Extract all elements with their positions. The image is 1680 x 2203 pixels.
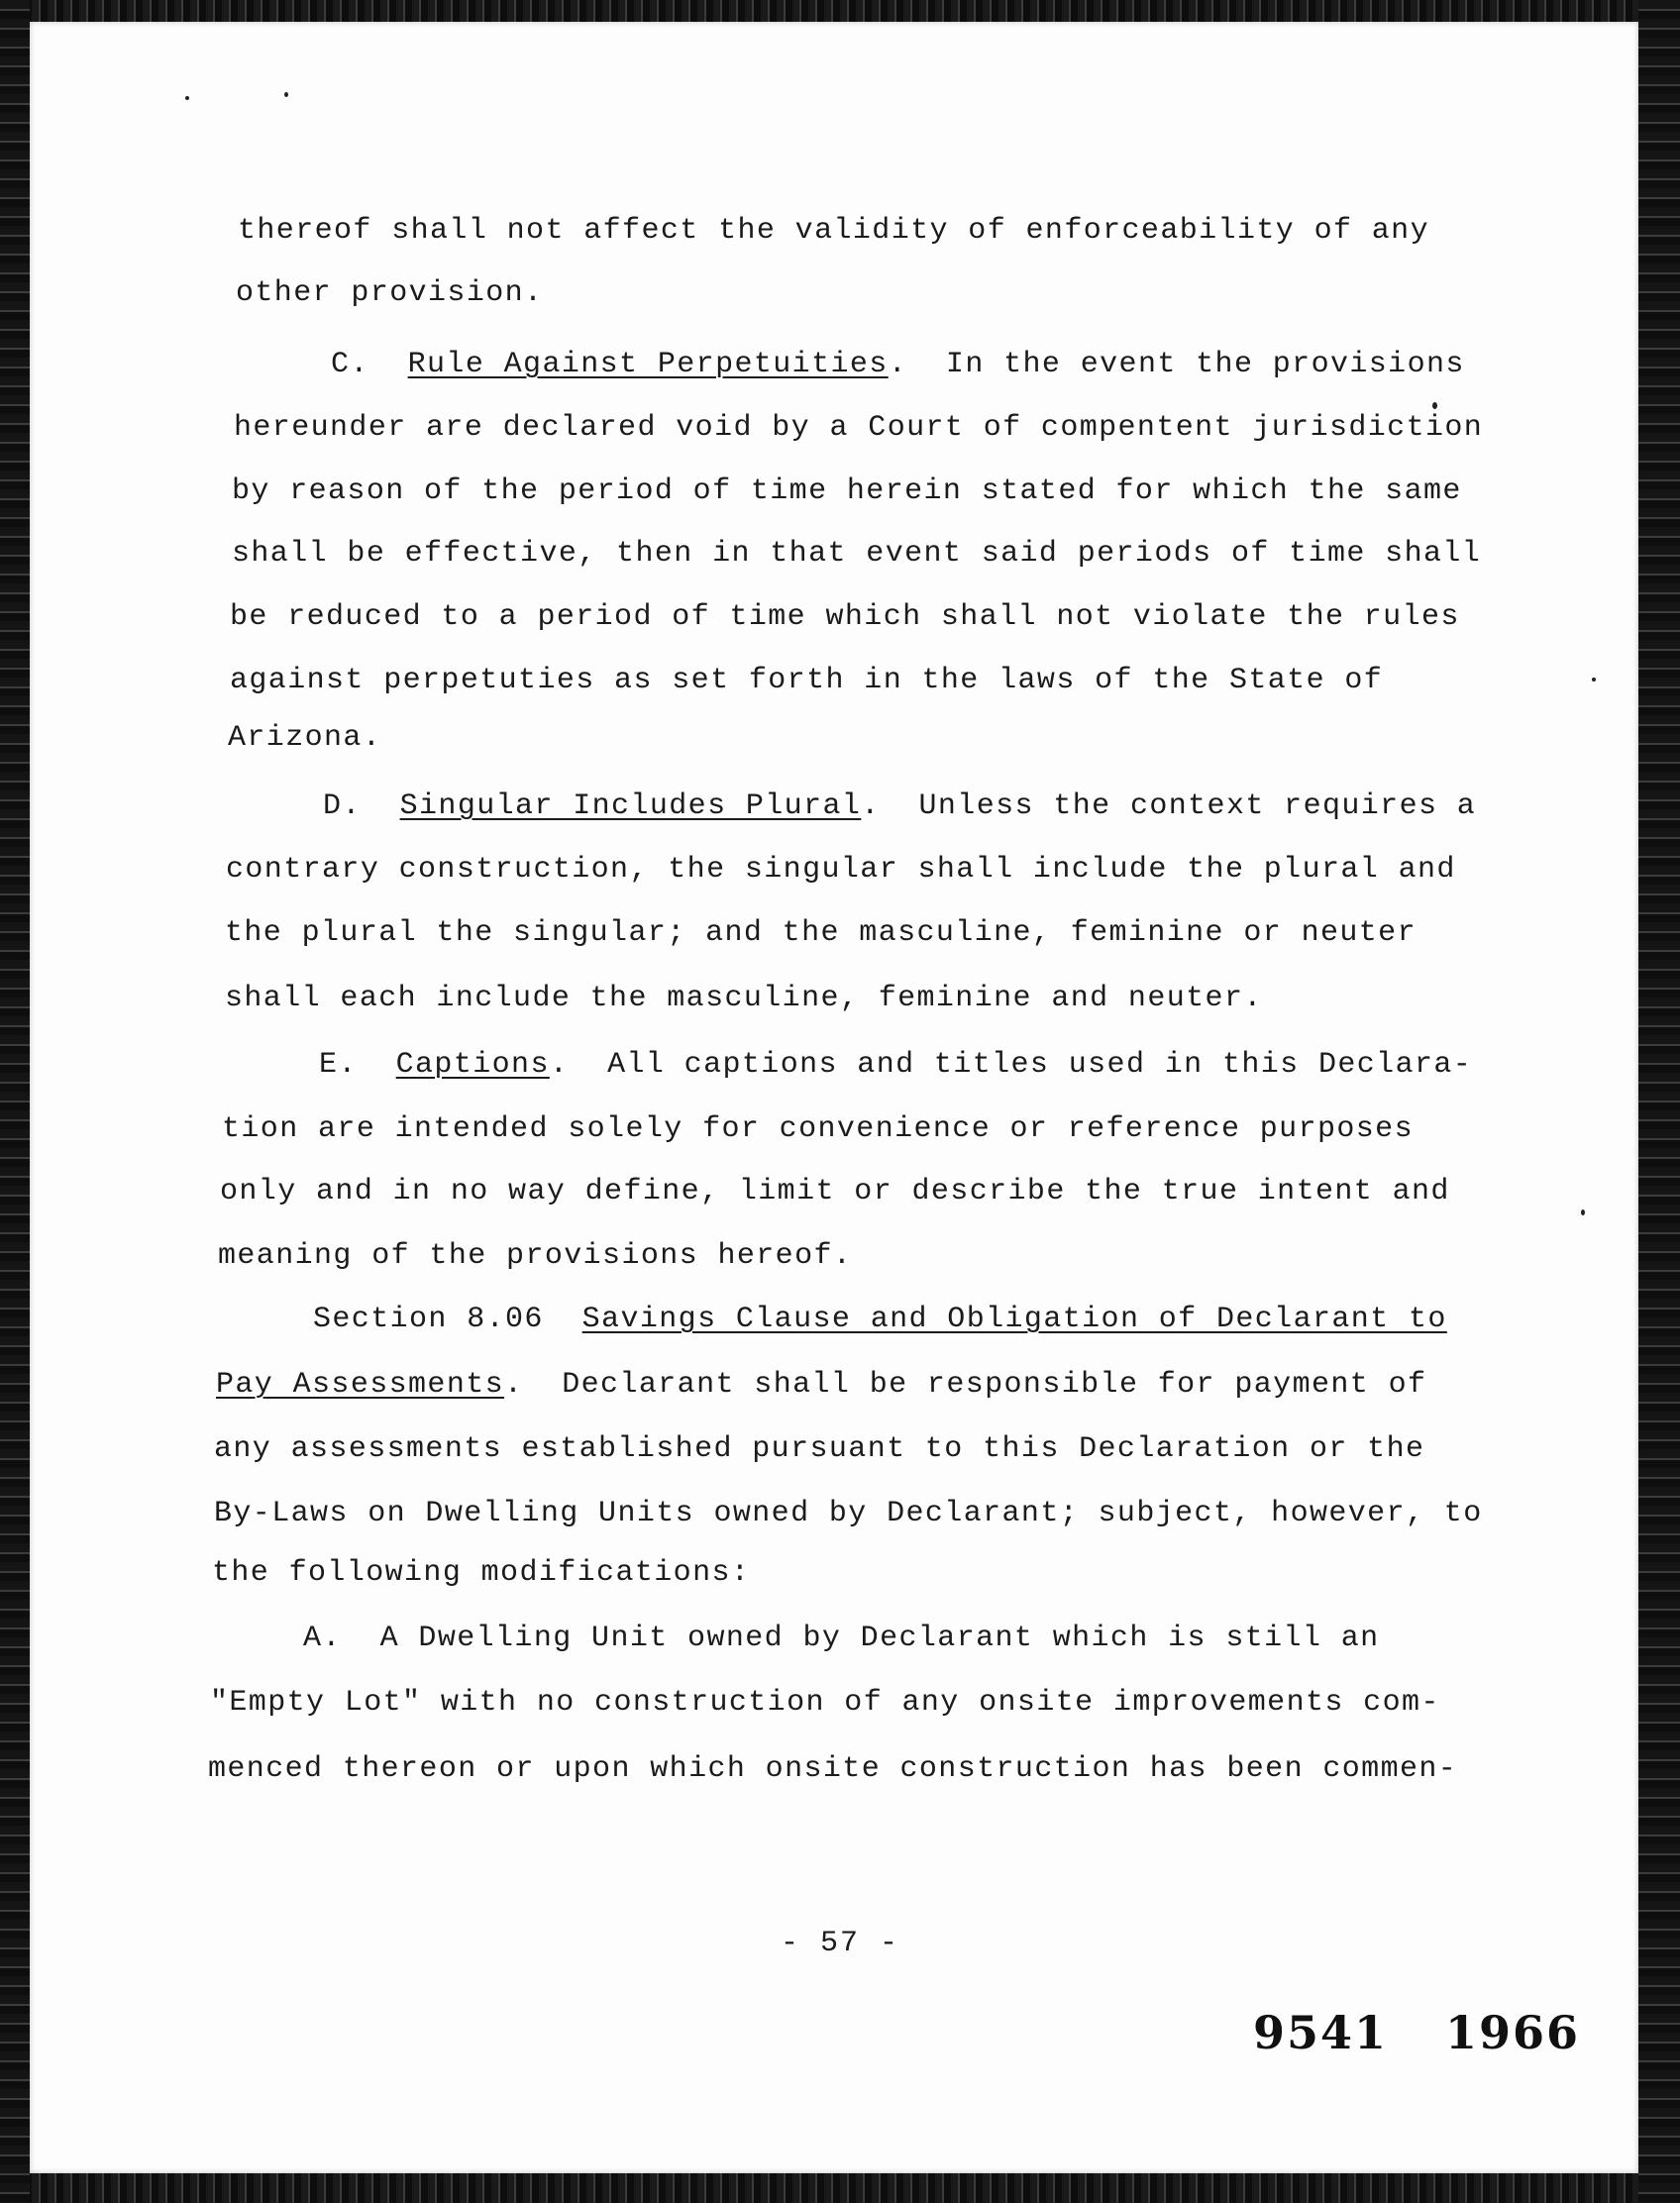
section-d-title: Singular Includes Plural bbox=[399, 789, 862, 823]
text-line: any assessments established pursuant to this Declaration or the bbox=[214, 1432, 1425, 1466]
section-d-heading-line bbox=[323, 788, 1476, 824]
text-line: Arizona. bbox=[228, 721, 382, 755]
text-line: hereunder are declared void by a Court of compentent jurisdiction bbox=[234, 411, 1484, 445]
section-c-text: . In the event the provisions bbox=[888, 348, 1465, 381]
section-c-title: Rule Against Perpetuities bbox=[407, 348, 889, 381]
doc-number-2: 1966 bbox=[1445, 2006, 1581, 2059]
text-line: contrary construction, the singular shall include the plural and bbox=[226, 853, 1456, 887]
scan-border-left bbox=[0, 0, 30, 2203]
section-e-label: E. bbox=[319, 1048, 358, 1082]
text-line: against perpetuties as set forth in the laws of the State of bbox=[230, 664, 1384, 697]
text-line: only and in no way define, limit or describe the true intent and bbox=[220, 1175, 1450, 1208]
section-d-text: . Unless the context requires a bbox=[861, 789, 1477, 823]
scan-border-bottom bbox=[0, 2173, 1680, 2203]
section-806-title-line bbox=[216, 1367, 1426, 1403]
section-806-text: . Declarant shall be responsible for payment of bbox=[504, 1368, 1427, 1402]
scan-speck bbox=[1581, 1209, 1585, 1215]
scan-border-top bbox=[0, 0, 1680, 22]
scan-speck bbox=[1432, 402, 1437, 409]
section-806-title-part1: Savings Clause and Obligation of Declarant to bbox=[581, 1303, 1447, 1336]
scan-speck bbox=[185, 96, 189, 100]
text-line: be reduced to a period of time which shall not violate the rules bbox=[230, 600, 1460, 634]
text-line: shall each include the masculine, feminine and neuter. bbox=[225, 982, 1263, 1015]
doc-number-1: 9541 bbox=[1253, 2006, 1389, 2059]
section-e-heading-line bbox=[319, 1047, 1472, 1083]
text-line: tion are intended solely for convenience or reference purposes bbox=[222, 1112, 1414, 1146]
document-numbers bbox=[1253, 2006, 1580, 2059]
section-806-label: Section 8.06 bbox=[313, 1303, 544, 1336]
section-806-heading-line bbox=[313, 1302, 1447, 1337]
section-c-label: C. bbox=[331, 348, 369, 381]
text-line: A. A Dwelling Unit owned by Declarant which is still an bbox=[303, 1622, 1380, 1655]
section-e-text: . All captions and titles used in this Declara- bbox=[549, 1048, 1473, 1082]
text-line: the following modifications: bbox=[212, 1556, 751, 1590]
section-806-title-part2: Pay Assessments bbox=[216, 1368, 505, 1402]
text-line: meaning of the provisions hereof. bbox=[218, 1239, 853, 1273]
text-line: "Empty Lot" with no construction of any onsite improvements com- bbox=[210, 1686, 1440, 1720]
section-d-label: D. bbox=[323, 789, 362, 823]
text-line: By-Laws on Dwelling Units owned by Declarant; subject, however, to bbox=[214, 1497, 1483, 1530]
text-line: thereof shall not affect the validity of enforceability of any bbox=[238, 214, 1429, 248]
text-line: other provision. bbox=[236, 276, 544, 310]
section-c-heading-line bbox=[331, 347, 1465, 382]
text-line: the plural the singular; and the masculine, feminine or neuter bbox=[225, 916, 1417, 950]
scan-speck bbox=[284, 92, 288, 97]
text-line: by reason of the period of time herein stated for which the same bbox=[232, 474, 1462, 508]
document-page bbox=[30, 22, 1638, 2173]
scan-border-right bbox=[1638, 0, 1680, 2203]
page-number: - 57 - bbox=[780, 1927, 900, 1960]
scan-speck bbox=[1592, 678, 1596, 682]
section-e-title: Captions bbox=[395, 1048, 550, 1082]
text-line: shall be effective, then in that event said periods of time shall bbox=[232, 537, 1482, 571]
text-line: menced thereon or upon which onsite construction has been commen- bbox=[208, 1752, 1458, 1786]
